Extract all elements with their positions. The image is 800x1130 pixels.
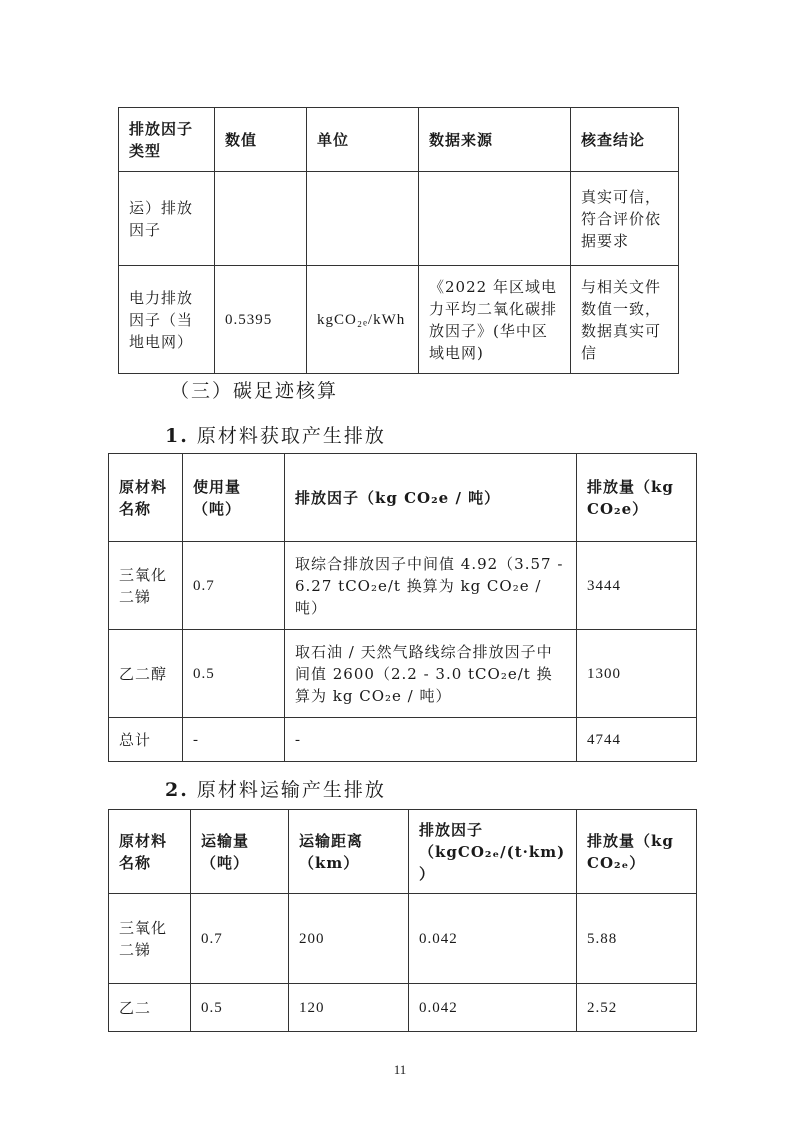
subsection-title: 原材料运输产生排放 (196, 779, 386, 801)
table-cell: 0.5 (191, 984, 289, 1032)
table-cell: 4744 (577, 718, 697, 762)
table-cell: 3444 (577, 542, 697, 630)
table-cell: 0.042 (409, 894, 577, 984)
table-cell: 0.7 (183, 542, 285, 630)
table-cell: 0.042 (409, 984, 577, 1032)
table-cell (307, 172, 419, 266)
table-cell (419, 172, 571, 266)
table-cell: 真实可信，符合评价依据要求 (571, 172, 679, 266)
table-cell: 取综合排放因子中间值 4.92（3.57 - 6.27 tCO₂e/t 换算为 kg CO₂e / 吨） (285, 542, 577, 630)
table-cell: 总计 (109, 718, 183, 762)
page-number: 11 (393, 1062, 407, 1077)
table-cell (215, 172, 307, 266)
table-cell: 运）排放因子 (119, 172, 215, 266)
table-cell: 三氧化二锑 (109, 542, 183, 630)
raw-material-transport-table (108, 809, 697, 1032)
header-cell: 核查结论 (571, 108, 679, 172)
table-row (109, 630, 697, 718)
table-cell: 1300 (577, 630, 697, 718)
table-cell: - (183, 718, 285, 762)
table-cell: 200 (289, 894, 409, 984)
header-cell: 排放量（kg CO₂ₑ） (577, 810, 697, 894)
table-row (119, 172, 679, 266)
raw-material-acquisition-table (108, 453, 697, 762)
subsection-heading (165, 421, 386, 448)
table-cell: 0.5 (183, 630, 285, 718)
header-cell: 数值 (215, 108, 307, 172)
table-row (109, 894, 697, 984)
header-cell: 运输量（吨） (191, 810, 289, 894)
table-cell: 5.88 (577, 894, 697, 984)
header-cell: 排放量（kg CO₂e） (577, 454, 697, 542)
table-cell: 120 (289, 984, 409, 1032)
table-cell: 三氧化二锑 (109, 894, 191, 984)
table-row (109, 542, 697, 630)
header-cell: 使用量（吨） (183, 454, 285, 542)
header-cell: 排放因子（kg CO₂e / 吨） (285, 454, 577, 542)
table-cell: 《2022 年区域电力平均二氧化碳排放因子》(华中区域电网) (419, 266, 571, 374)
header-cell: 运输距离（km） (289, 810, 409, 894)
section-heading: （三）碳足迹核算 (170, 380, 339, 402)
header-cell: 排放因子类型 (119, 108, 215, 172)
table-header-row (109, 454, 697, 542)
table-cell: 0.7 (191, 894, 289, 984)
header-cell: 单位 (307, 108, 419, 172)
header-cell: 排放因子（kgCO₂ₑ/(t·km)） (409, 810, 577, 894)
table-cell: 乙二 (109, 984, 191, 1032)
subsection-number: 1. (165, 425, 189, 447)
table-cell: 乙二醇 (109, 630, 183, 718)
subsection-title: 原材料获取产生排放 (196, 425, 386, 447)
table-header-row (119, 108, 679, 172)
table-cell: - (285, 718, 577, 762)
subsection-heading (165, 775, 386, 802)
table-header-row (109, 810, 697, 894)
table-cell: 与相关文件数值一致，数据真实可信 (571, 266, 679, 374)
table-cell: 2.52 (577, 984, 697, 1032)
table-cell: 电力排放因子（当地电网） (119, 266, 215, 374)
emission-factor-table (118, 107, 679, 374)
subsection-number: 2. (165, 779, 189, 801)
table-row (109, 984, 697, 1032)
table-cell: kgCO₂ₑ/kWh (307, 266, 419, 374)
table-row (119, 266, 679, 374)
table-total-row (109, 718, 697, 762)
header-cell: 原材料名称 (109, 810, 191, 894)
table-cell: 取石油 / 天然气路线综合排放因子中间值 2600（2.2 - 3.0 tCO₂e/t 换算为 kg CO₂e / 吨） (285, 630, 577, 718)
header-cell: 原材料名称 (109, 454, 183, 542)
table-cell: 0.5395 (215, 266, 307, 374)
header-cell: 数据来源 (419, 108, 571, 172)
